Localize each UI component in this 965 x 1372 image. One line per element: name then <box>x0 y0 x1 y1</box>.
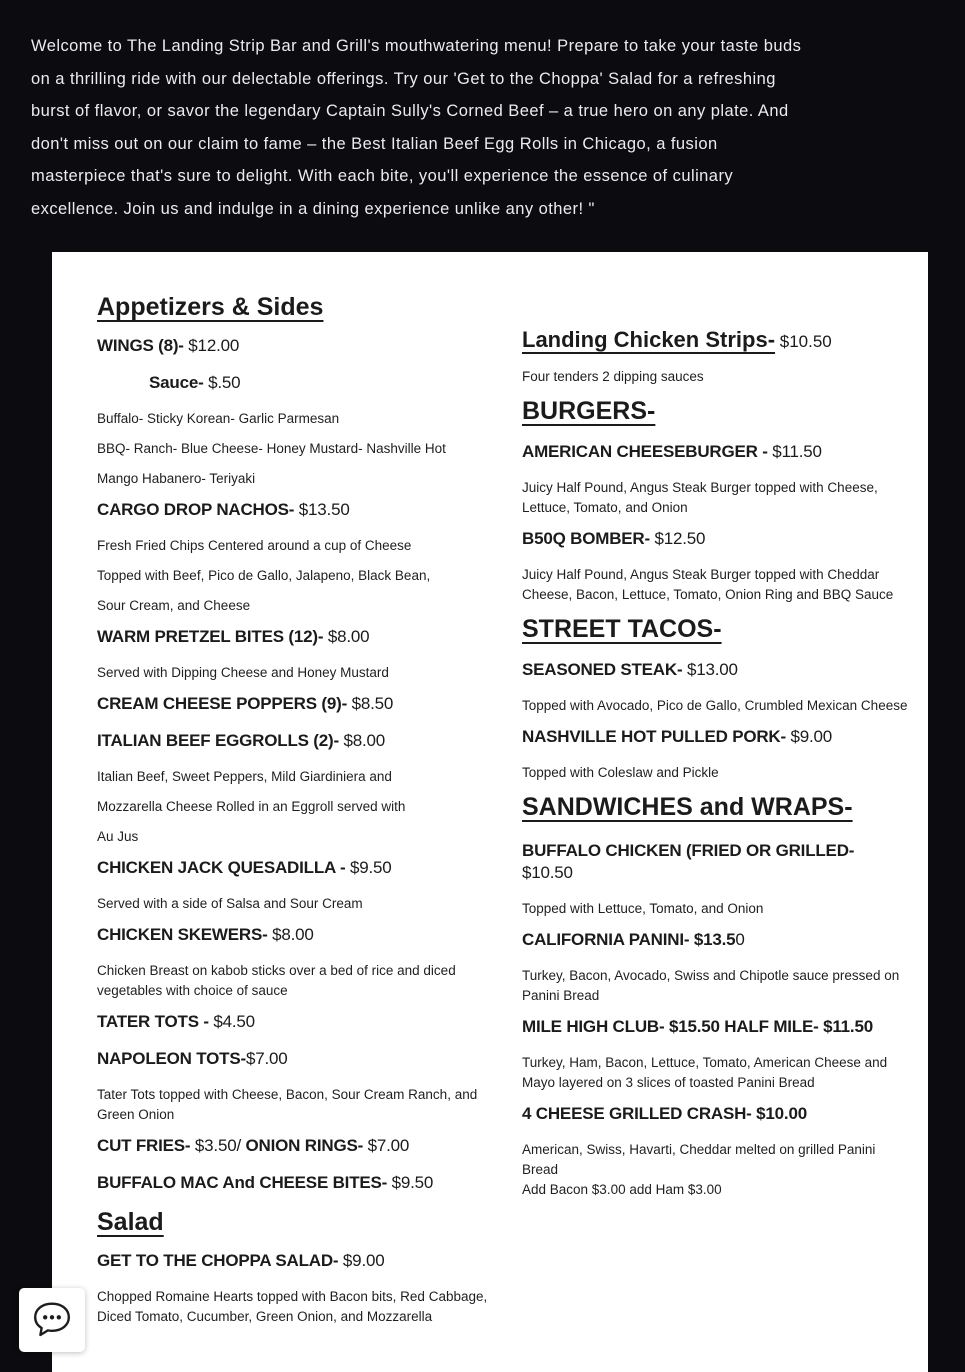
menu-item-title <box>522 840 928 884</box>
menu-item-description-line: Italian Beef, Sweet Peppers, Mild Giardiniera and <box>97 769 392 784</box>
intro-line: Welcome to The Landing Strip Bar and Grill's mouthwatering menu! Prepare to take your taste buds <box>31 37 802 55</box>
menu-item-price: $9.00 <box>338 1251 385 1270</box>
menu-item-description-line: Add Bacon $3.00 add Ham $3.00 <box>522 1182 722 1197</box>
menu-section-heading-text: SANDWICHES and WRAPS- <box>522 793 853 821</box>
menu-item-price: $9.00 <box>785 727 833 746</box>
menu-item-name: WARM PRETZEL BITES (12)- <box>97 627 324 646</box>
menu-item-title <box>522 441 928 463</box>
menu-section-heading <box>522 326 928 355</box>
menu-item-description-line: Chopped Romaine Hearts topped with Bacon bits, Red Cabbage, <box>97 1289 488 1304</box>
menu-item-name: TATER TOTS - <box>97 1012 209 1031</box>
menu-item-price: $12.50 <box>649 529 706 548</box>
intro-paragraph <box>31 30 941 225</box>
menu-section-heading-text: STREET TACOS- <box>522 615 722 643</box>
menu-item-name: CUT FRIES- <box>97 1136 191 1155</box>
menu-item-description-line: Tater Tots topped with Cheese, Bacon, Sour Cream Ranch, and <box>97 1087 478 1102</box>
menu-item-description <box>97 961 522 1001</box>
menu-item-name: BUFFALO MAC And CHEESE BITES- <box>97 1173 388 1192</box>
menu-section-heading-text: BURGERS- <box>522 397 656 425</box>
menu-section-heading <box>97 294 522 320</box>
intro-line: on a thrilling ride with our delectable offerings. Try our 'Get to the Choppa' Salad for a refreshing <box>31 69 776 88</box>
menu-item-price: $9.50 <box>345 858 392 877</box>
menu-item-name: NAPOLEON TOTS- <box>97 1049 246 1068</box>
chat-button[interactable] <box>19 1288 85 1352</box>
menu-item-name: NASHVILLE HOT PULLED PORK- <box>522 727 786 746</box>
menu-right-column <box>522 326 928 1210</box>
menu-item-description-line: Lettuce, Tomato, and Onion <box>522 500 688 515</box>
menu-item-description <box>97 536 522 616</box>
menu-item-price: $13.50 <box>294 500 350 519</box>
menu-section-heading-text: Landing Chicken Strips- <box>522 327 776 352</box>
intro-line: burst of flavor, or savor the legendary Captain Sully's Corned Beef – a true hero on any plate. And <box>31 102 789 120</box>
menu-item-description <box>522 478 928 518</box>
menu-left-column <box>97 294 522 1337</box>
menu-item-price: $.50 <box>203 373 241 392</box>
menu-item-title <box>97 335 522 357</box>
menu-item-description-line: Mayo layered on 3 slices of toasted Panini Bread <box>522 1075 815 1090</box>
menu-item-price: $7.00 <box>245 1049 288 1068</box>
menu-item-description-line: Topped with Beef, Pico de Gallo, Jalapeno, Black Bean, <box>97 568 431 583</box>
menu-item-description-line: BBQ- Ranch- Blue Cheese- Honey Mustard- Nashville Hot <box>97 441 446 456</box>
menu-item-title <box>97 693 522 715</box>
menu-item-description-line: Panini Bread <box>522 988 600 1003</box>
menu-item-title <box>522 1103 928 1125</box>
menu-item-title <box>97 372 522 394</box>
menu-item-description <box>522 565 928 605</box>
intro-line: masterpiece that's sure to delight. With each bite, you'll experience the essence of culinary <box>31 167 734 185</box>
menu-item-description <box>97 1085 522 1125</box>
menu-item-description-line: American, Swiss, Havarti, Cheddar melted on grilled Panini <box>522 1142 876 1157</box>
menu-item-title <box>97 1172 522 1194</box>
menu-item-price: $9.50 <box>387 1173 434 1192</box>
menu-section-heading <box>522 793 928 822</box>
menu-item-description-line: Turkey, Ham, Bacon, Lettuce, Tomato, American Cheese and <box>522 1055 888 1070</box>
menu-item-name: CHICKEN JACK QUESADILLA - <box>97 858 346 877</box>
menu-item-title <box>97 626 522 648</box>
menu-item-price: $8.00 <box>323 627 370 646</box>
menu-item-name: CREAM CHEESE POPPERS (9)- <box>97 694 348 713</box>
menu-item-name: CARGO DROP NACHOS- <box>97 500 295 519</box>
menu-section-heading <box>522 397 928 426</box>
menu-item-price: $8.50 <box>347 694 394 713</box>
menu-item-description-line: Bread <box>522 1162 559 1177</box>
menu-item-description-line: Fresh Fried Chips Centered around a cup of Cheese <box>97 538 412 553</box>
menu-item-price: $3.50/ <box>190 1136 246 1155</box>
menu-item-title <box>522 929 928 951</box>
menu-item-description-line: vegetables with choice of sauce <box>97 983 288 998</box>
menu-item-name: 4 CHEESE GRILLED CRASH- $10.00 <box>522 1104 807 1123</box>
menu-section-heading <box>522 615 928 644</box>
menu-item-description-line: Buffalo- Sticky Korean- Garlic Parmesan <box>97 411 340 426</box>
menu-item-title <box>97 730 522 752</box>
menu-item-name: ONION RINGS- <box>245 1136 364 1155</box>
menu-item-title <box>97 499 522 521</box>
menu-item-price: $13.00 <box>682 660 738 679</box>
menu-item-description-line: Four tenders 2 dipping sauces <box>522 369 704 384</box>
menu-item-name: B50Q BOMBER- <box>522 529 650 548</box>
menu-item-title <box>522 1016 928 1038</box>
menu-item-description-line: Sour Cream, and Cheese <box>97 598 251 613</box>
menu-item-description-line: Cheese, Bacon, Lettuce, Tomato, Onion Ring and BBQ Sauce <box>522 587 894 602</box>
menu-item-description-line: Mango Habanero- Teriyaki <box>97 471 256 486</box>
intro-line: excellence. Join us and indulge in a dining experience unlike any other! " <box>31 199 595 218</box>
menu-item-description-line: Chicken Breast on kabob sticks over a bed of rice and diced <box>97 963 456 978</box>
menu-item-description <box>522 1140 928 1200</box>
menu-item-title <box>97 924 522 946</box>
menu-item-title <box>522 528 928 550</box>
speech-bubble-icon <box>30 1300 74 1340</box>
menu-item-description <box>97 1287 522 1327</box>
menu-item-price: $11.50 <box>767 442 822 461</box>
menu-item-title <box>97 1135 522 1157</box>
menu-item-description <box>97 663 522 683</box>
menu-item-description-line: Juicy Half Pound, Angus Steak Burger topped with Cheese, <box>522 480 878 495</box>
menu-item-price: $7.00 <box>363 1136 410 1155</box>
menu-item-name: ITALIAN BEEF EGGROLLS (2)- <box>97 731 339 750</box>
menu-item-price: $8.00 <box>338 731 386 750</box>
menu-item-description-line: Au Jus <box>97 829 139 844</box>
intro-line: don't miss out on our claim to fame – the Best Italian Beef Egg Rolls in Chicago, a fusion <box>31 134 718 153</box>
menu-item-description <box>522 1053 928 1093</box>
menu-item-title <box>97 857 522 879</box>
menu-item-description-line: Diced Tomato, Cucumber, Green Onion, and Mozzarella <box>97 1309 433 1324</box>
menu-item-description <box>97 767 522 847</box>
menu-item-description <box>97 409 522 489</box>
menu-item-name: SEASONED STEAK- <box>522 660 683 679</box>
menu-section-heading-text: Salad <box>97 1208 164 1236</box>
menu-item-description <box>522 696 928 716</box>
menu-item-description <box>97 894 522 914</box>
menu-section-heading-text: Appetizers & Sides <box>97 293 324 321</box>
menu-item-price: $10.50 <box>522 863 573 882</box>
menu-item-description-line: Served with Dipping Cheese and Honey Mustard <box>97 665 389 680</box>
menu-item-title <box>97 1048 522 1070</box>
menu-item-name: WINGS (8)- <box>97 336 184 355</box>
menu-item-price: $10.50 <box>775 332 832 351</box>
menu-item-price: $8.00 <box>267 925 314 944</box>
menu-item-description-line: Topped with Avocado, Pico de Gallo, Crumbled Mexican Cheese <box>522 698 908 713</box>
menu-item-description-line: Served with a side of Salsa and Sour Cream <box>97 896 363 911</box>
menu-item-description-line: Topped with Coleslaw and Pickle <box>522 765 719 780</box>
menu-item-price: 0 <box>735 930 745 949</box>
menu-item-name: CHICKEN SKEWERS- <box>97 925 268 944</box>
menu-section-heading <box>97 1209 522 1235</box>
menu-item-description-line: Juicy Half Pound, Angus Steak Burger topped with Cheddar <box>522 567 880 582</box>
menu-item-price: $12.00 <box>183 336 240 355</box>
menu-item-name: CALIFORNIA PANINI- $13.5 <box>522 930 736 949</box>
menu-item-name: AMERICAN CHEESEBURGER - <box>522 442 768 461</box>
menu-item-title <box>97 1250 522 1272</box>
menu-item-description-line: Mozzarella Cheese Rolled in an Eggroll served with <box>97 799 406 814</box>
menu-item-title <box>97 1011 522 1033</box>
menu-item-description-line: Green Onion <box>97 1107 175 1122</box>
menu-item-name: BUFFALO CHICKEN (FRIED OR GRILLED- <box>522 841 855 860</box>
menu-item-description <box>522 763 928 783</box>
menu-item-description-line: Turkey, Bacon, Avocado, Swiss and Chipotle sauce pressed on <box>522 968 900 983</box>
menu-item-title <box>522 726 928 748</box>
menu-item-description-line: Topped with Lettuce, Tomato, and Onion <box>522 901 764 916</box>
menu-item-title <box>522 659 928 681</box>
menu-item-name: Sauce- <box>149 373 204 392</box>
menu-item-price: $4.50 <box>208 1012 255 1031</box>
menu-item-name: GET TO THE CHOPPA SALAD- <box>97 1251 339 1270</box>
menu-item-name: MILE HIGH CLUB- $15.50 HALF MILE- $11.50 <box>522 1017 873 1036</box>
menu-item-description <box>522 899 928 919</box>
menu-item-description <box>522 367 928 387</box>
menu-item-description <box>522 966 928 1006</box>
menu-page <box>52 252 928 1372</box>
